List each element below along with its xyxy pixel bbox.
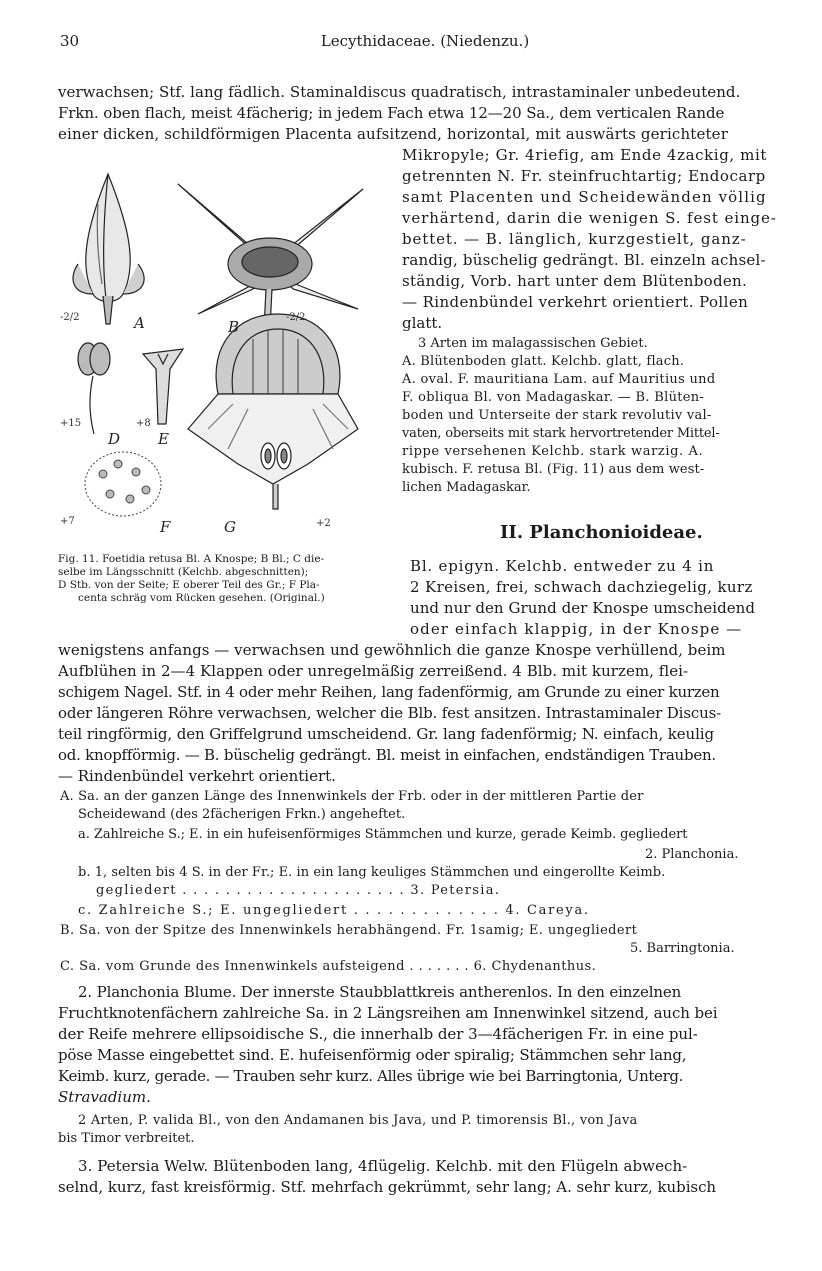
body-line: oder einfach klappig, in der Knospe — — [410, 620, 743, 638]
body-line: — Rindenbündel verkehrt orientiert. Pollen — [402, 293, 749, 311]
body-line: Keimb. kurz, gerade. — Trauben sehr kurz. Alles übrige wie bei Barringtonia, Unterg. — [58, 1067, 684, 1085]
running-title: Lecythidaceae. (Niedenzu.) — [320, 32, 530, 50]
key-line: a. Zahlreiche S.; E. in ein hufeisenförmiges Stämmchen und kurze, gerade Keimb. gegliedert — [78, 827, 688, 842]
scale-mark: -2/2 — [60, 312, 80, 323]
figure-label-b: B — [228, 318, 240, 336]
body-line: oder längeren Röhre verwachsen, welcher die Blb. fest ansitzen. Intrastaminaler Discus- — [58, 704, 722, 722]
page-header — [60, 32, 765, 56]
body-line: teil ringförmig, den Griffelgrund umscheidend. Gr. lang fadenförmig; N. einfach, keulig — [58, 725, 715, 743]
species-note-line: A. Blütenboden glatt. Kelchb. glatt, flach. — [402, 354, 685, 369]
figure-part-a-bud — [73, 174, 144, 324]
body-line: glatt. — [402, 314, 443, 332]
figure-label-f: F — [160, 518, 171, 536]
species-note-line: vaten, oberseits mit stark hervortretender Mittel- — [402, 426, 720, 441]
key-line: c. Zahlreiche S.; E. ungegliedert . . . . . . . . . . . . . 4. Careya. — [78, 903, 590, 918]
species-note-line: rippe versehenen Kelchb. stark warzig. A. — [402, 444, 704, 459]
body-line: einer dicken, schildförmigen Placenta aufsitzend, horizontal, mit auswärts gerichteter — [58, 125, 729, 143]
body-line: 2 Kreisen, frei, schwach dachziegelig, kurz — [410, 578, 753, 596]
scale-mark: +8 — [136, 418, 151, 429]
species-note-line: A. oval. F. mauritiana Lam. auf Mauritius und — [402, 372, 716, 387]
body-line: getrennten N. Fr. steinfruchtartig; Endocarp — [402, 167, 766, 185]
key-line: b. 1, selten bis 4 S. in der Fr.; E. in ein lang keuliges Stämmchen und eingerollte Keimb. — [78, 865, 666, 880]
body-line: Stravadium. — [58, 1088, 151, 1106]
body-line: samt Placenten und Scheidewänden völlig — [402, 188, 767, 206]
body-line: ständig, Vorb. hart unter dem Blütenboden. — [402, 272, 748, 290]
species-note-line: 3 Arten im malagassischen Gebiet. — [418, 336, 648, 351]
figure-11-illustration — [58, 164, 388, 544]
body-line: Fruchtknotenfächern zahlreiche Sa. in 2 Längsreihen am Innenwinkel sitzend, auch bei — [58, 1004, 718, 1022]
figure-part-b-flower — [178, 184, 363, 329]
key-line: B. Sa. von der Spitze des Innenwinkels herabhängend. Fr. 1samig; E. ungegliedert — [60, 923, 638, 938]
key-line: gegliedert . . . . . . . . . . . . . . . . . . . . . 3. Petersia. — [96, 883, 501, 898]
body-line: schigem Nagel. Stf. in 4 oder mehr Reihen, lang fadenförmig, am Grunde zu einer kurzen — [58, 683, 720, 701]
body-line: randig, büschelig gedrängt. Bl. einzeln achsel- — [402, 251, 766, 269]
body-line: Aufblühen in 2—4 Klappen oder unregelmäßig zerreißend. 4 Blb. mit kurzem, flei- — [58, 662, 689, 680]
body-line: Mikropyle; Gr. 4riefig, am Ende 4zackig, mit — [402, 146, 767, 164]
species-note-line: bis Timor verbreitet. — [58, 1131, 195, 1146]
key-line-genus: 2. Planchonia. — [645, 847, 739, 862]
species-note-line: kubisch. F. retusa Bl. (Fig. 11) aus dem west- — [402, 462, 705, 477]
body-line: — Rindenbündel verkehrt orientiert. — [58, 767, 336, 785]
key-line: Scheidewand (des 2fächerigen Frkn.) angeheftet. — [78, 807, 406, 822]
body-line: Bl. epigyn. Kelchb. entweder zu 4 in — [410, 557, 715, 575]
figure-label-d: D — [108, 430, 121, 448]
figure-part-d-stamen — [78, 343, 110, 434]
botanical-drawing — [58, 164, 388, 544]
body-line: 3. Petersia Welw. Blütenboden lang, 4flügelig. Kelchb. mit den Flügeln abwech- — [78, 1157, 688, 1175]
key-line: A. Sa. an der ganzen Länge des Innenwinkels der Frb. oder in der mittleren Partie der — [60, 789, 644, 804]
figure-label-a: A — [134, 314, 145, 332]
body-line: und nur den Grund der Knospe umscheidend — [410, 599, 756, 617]
body-line: od. knopfförmig. — B. büschelig gedrängt. Bl. meist in einfachen, endständigen Trauben. — [58, 746, 716, 764]
body-line: selnd, kurz, fast kreisförmig. Stf. mehrfach gekrümmt, sehr lang; A. sehr kurz, kubisch — [58, 1178, 717, 1196]
figure-label-g: G — [224, 518, 236, 536]
body-line: verwachsen; Stf. lang fädlich. Staminaldiscus quadratisch, intrastaminaler unbedeutend. — [58, 83, 741, 101]
key-line-genus: 5. Barringtonia. — [630, 941, 735, 956]
key-line: C. Sa. vom Grunde des Innenwinkels aufsteigend . . . . . . . 6. Chydenanthus. — [60, 959, 597, 974]
species-note-line: lichen Madagaskar. — [402, 480, 531, 495]
figure-label-e: E — [158, 430, 169, 448]
section-heading: II. Planchonioideae. — [500, 522, 703, 543]
body-line: verhärtend, darin die wenigen S. fest einge- — [402, 209, 777, 227]
figure-part-e-style — [143, 349, 183, 424]
body-line: wenigstens anfangs — verwachsen und gewöhnlich die ganze Knospe verhüllend, beim — [58, 641, 726, 659]
species-note-line: boden und Unterseite der stark revolutiv val- — [402, 408, 712, 423]
species-note-line: 2 Arten, P. valida Bl., von den Andamanen bis Java, und P. timorensis Bl., von Java — [78, 1113, 638, 1128]
body-line: 2. Planchonia Blume. Der innerste Staubblattkreis antherenlos. In den einzelnen — [78, 983, 682, 1001]
figure-part-g-section — [188, 314, 358, 509]
figure-caption-line: selbe im Längsschnitt (Kelchb. abgeschnitten); — [58, 566, 309, 578]
page-number: 30 — [60, 32, 80, 50]
figure-part-f-placenta — [85, 452, 161, 516]
figure-caption-line: centa schräg vom Rücken gesehen. (Original.) — [78, 592, 325, 604]
figure-caption-line: D Stb. von der Seite; E oberer Teil des Gr.; F Pla- — [58, 579, 320, 591]
scale-mark: +15 — [60, 418, 82, 429]
species-note-line: F. obliqua Bl. von Madagaskar. — B. Blüten- — [402, 390, 705, 405]
body-line: der Reife mehrere ellipsoidische S., die innerhalb der 3—4fächerigen Fr. in eine pul- — [58, 1025, 698, 1043]
scale-mark: +2 — [316, 518, 331, 529]
body-line: Frkn. oben flach, meist 4fächerig; in jedem Fach etwa 12—20 Sa., dem verticalen Rande — [58, 104, 725, 122]
body-line: bettet. — B. länglich, kurzgestielt, ganz- — [402, 230, 747, 248]
figure-caption-line: Fig. 11. Foetidia retusa Bl. A Knospe; B Bl.; C die- — [58, 553, 325, 565]
scale-mark: +7 — [60, 516, 75, 527]
body-line: pöse Masse eingebettet sind. E. hufeisenförmig oder spiralig; Stämmchen sehr lang, — [58, 1046, 687, 1064]
scale-mark: -2/2 — [286, 312, 306, 323]
